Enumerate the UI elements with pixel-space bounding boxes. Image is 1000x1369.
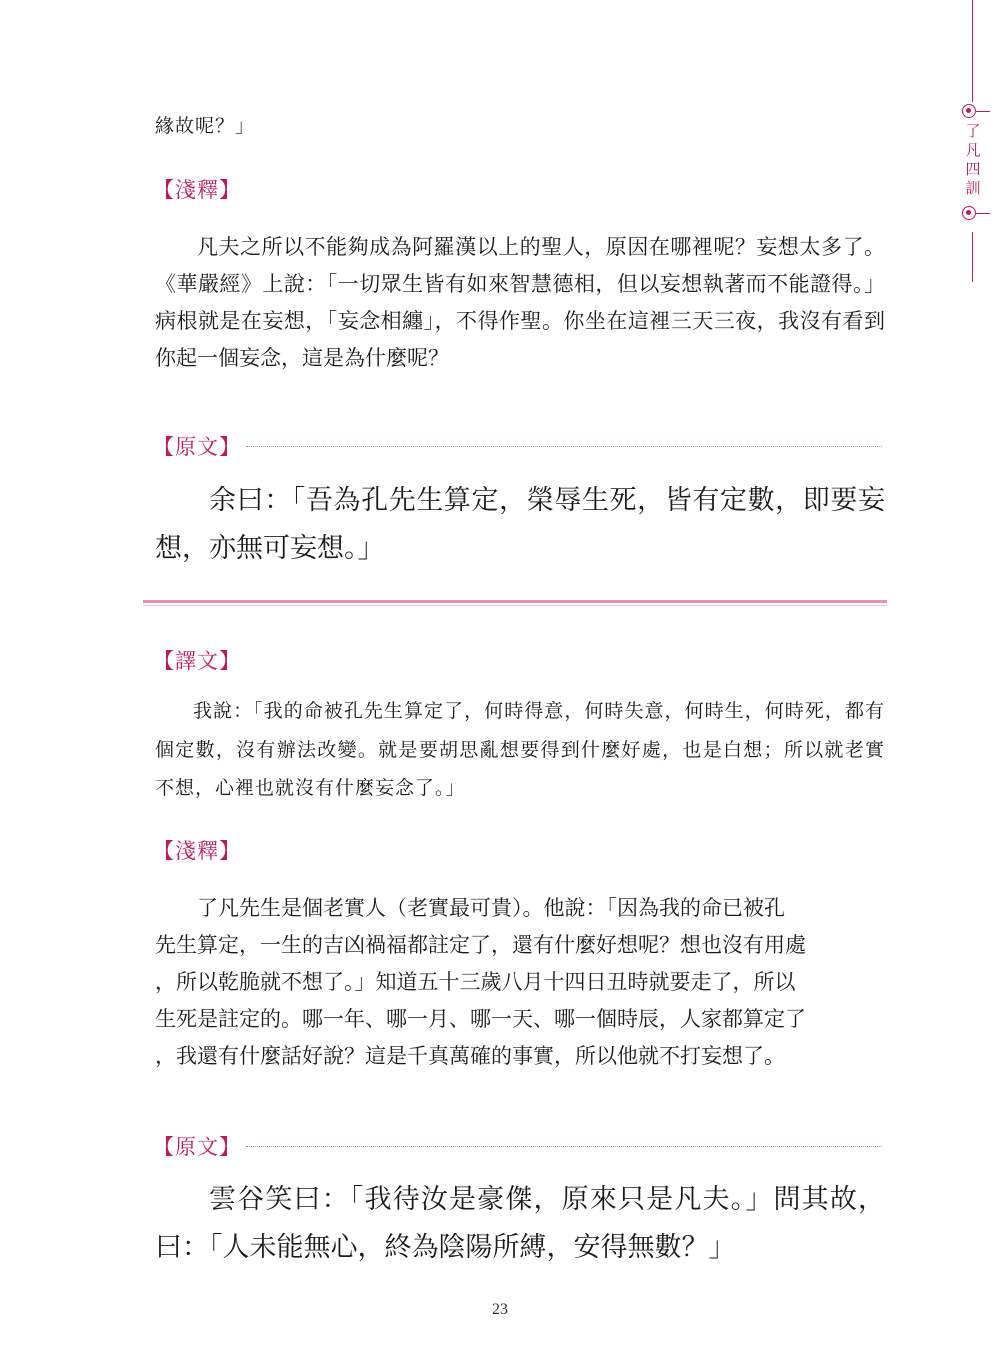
commentary-paragraph: [155, 890, 885, 1075]
continuation-text: 緣故呢？」: [155, 116, 256, 137]
dotted-rule: [246, 446, 882, 447]
edge-tick: [976, 213, 990, 214]
translation-paragraph: 我說：「我的命被孔先生算定了，何時得意，何時失意，何時生，何時死，都有個定數，沒有辦法改變。就是要胡思亂想要得到什麼好處，也是白想；所以就老實不想，心裡也就沒有什麼妄念了。」: [155, 701, 885, 799]
dotted-rule: [246, 1146, 882, 1147]
section-label-commentary: 【淺釋】: [153, 839, 241, 863]
commentary-paragraph: 凡夫之所以不能夠成為阿羅漢以上的聖人，原因在哪裡呢？妄想太多了。《華嚴經》上說：「一切眾生皆有如來智慧德相，但以妄想執著而不能證得。」病根就是在妄想，「妄念相纏」，不得作聖。你坐在這裡三天三夜，我沒有看到你起一個妄念，這是為什麼呢？: [155, 235, 885, 370]
edge-line-bottom: [972, 232, 973, 282]
section-divider: [143, 600, 887, 606]
section-label-original: 【原文】: [153, 435, 241, 459]
side-tab-title: 了凡四訓: [965, 122, 981, 197]
commentary-line: 了凡先生是個老實人（老實最可貴）。他說：「因為我的命已被孔: [197, 896, 785, 920]
section-label-translation: 【譯文】: [153, 649, 241, 673]
original-paragraph: 余曰：「吾為孔先生算定，榮辱生死，皆有定數，即要妄想，亦無可妄想。」: [155, 485, 885, 564]
edge-line-top: [972, 0, 973, 102]
edge-tick: [976, 111, 990, 112]
section-label-original: 【原文】: [153, 1135, 241, 1159]
commentary-line: ，所以乾脆就不想了。」知道五十三歲八月十四日丑時就要走了，所以: [155, 970, 796, 994]
ornament-ring-icon: [962, 206, 976, 220]
original-paragraph: 雲谷笑曰：「我待汝是豪傑，原來只是凡夫。」問其故，曰：「人未能無心，終為陰陽所縛，安得無數？」: [155, 1184, 885, 1263]
commentary-line: ，我還有什麼話好說？這是千真萬確的事實，所以他就不打妄想了。: [155, 1044, 785, 1068]
commentary-line: 生死是註定的。哪一年、哪一月、哪一天、哪一個時辰，人家都算定了: [155, 1007, 806, 1031]
page-number: 23: [492, 1301, 508, 1318]
commentary-line: 先生算定，一生的吉凶禍福都註定了，還有什麼好想呢？想也沒有用處: [155, 933, 806, 957]
ornament-ring-icon: [962, 104, 976, 118]
section-label-commentary: 【淺釋】: [153, 178, 241, 202]
